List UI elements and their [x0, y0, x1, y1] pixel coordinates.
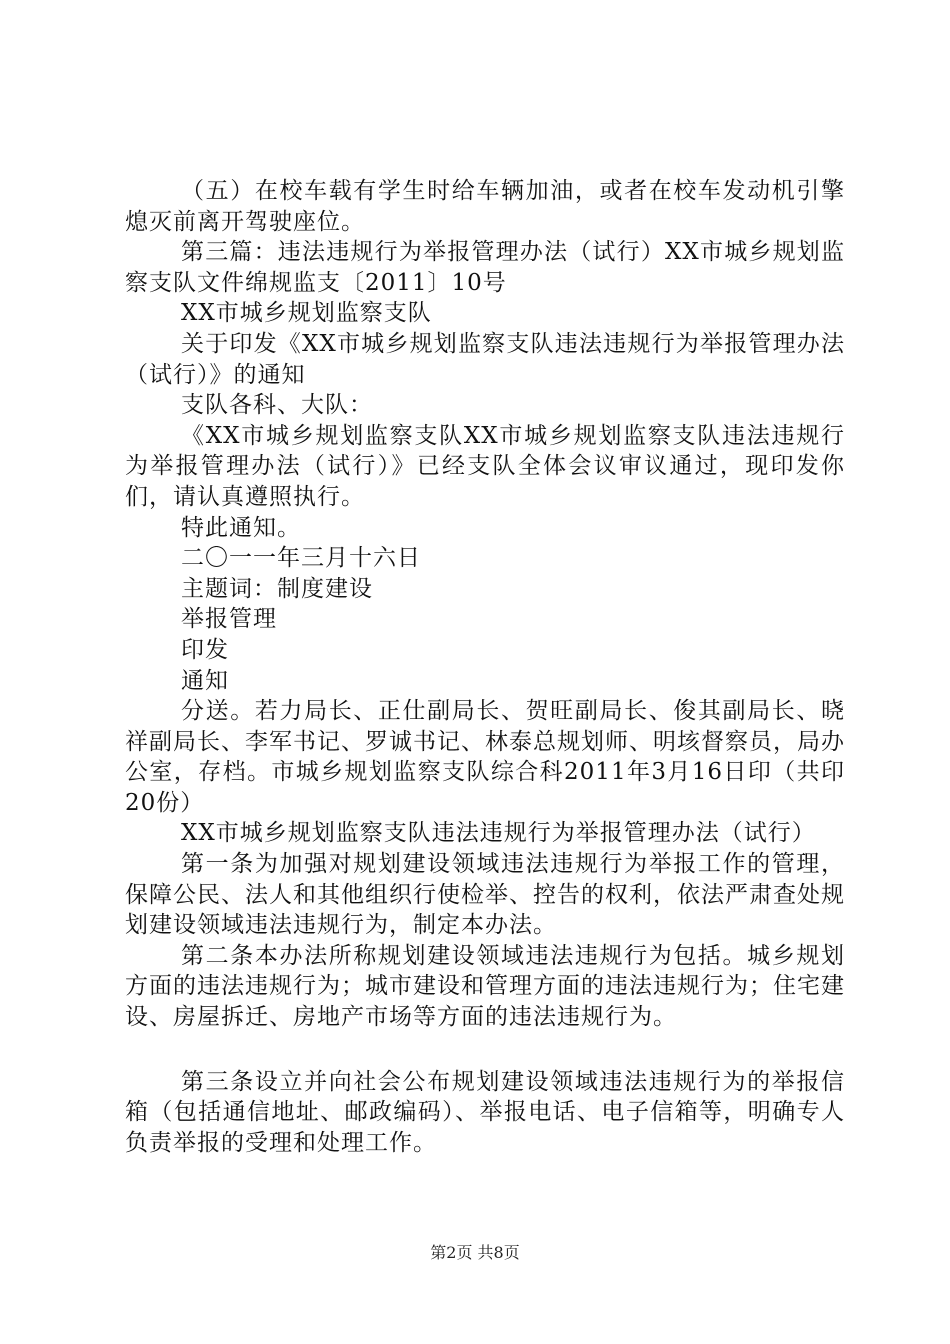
- paragraph-keyword-notice: 通知: [181, 667, 229, 694]
- paragraph-article-three: 第三条设立并向社会公布规划建设领域违法违规行为的举报信箱（包括通信地址、邮政编码）、举报电话、电子信箱等，明确专人负责举报的受理和处理工作。: [125, 1068, 845, 1156]
- paragraph-article-two: 第二条本办法所称规划建设领域违法违规行为包括。城乡规划方面的违法违规行为；城市建设和管理方面的违法违规行为；住宅建设、房屋拆迁、房地产市场等方面的违法违规行为。: [125, 942, 845, 1031]
- document-body: [125, 176, 845, 1158]
- paragraph-article-one: 第一条为加强对规划建设领域违法违规行为举报工作的管理，保障公民、法人和其他组织行使检举、控告的权利，依法严肃查处规划建设领域违法违规行为，制定本办法。: [125, 851, 845, 939]
- paragraph-issuing-unit: XX市城乡规划监察支队: [181, 300, 432, 327]
- paragraph-part-three-title: 第三篇：违法违规行为举报管理办法（试行）XX市城乡规划监察支队文件绵规监支〔2011〕10号: [125, 239, 845, 296]
- paragraph-distribution: 分送。若力局长、正仕副局长、贺旺副局长、俊其副局长、晓祥副局长、李军书记、罗诚书记、林泰总规划师、明垓督察员，局办公室，存档。市城乡规划监察支队综合科2011年3月16日印（共印20份）: [125, 698, 845, 816]
- page-number-footer: 第2页 共8页: [430, 1243, 520, 1262]
- paragraph-addressee: 支队各科、大队：: [181, 392, 373, 419]
- paragraph-measures-title: XX市城乡规划监察支队违法违规行为举报管理办法（试行）: [181, 820, 816, 847]
- paragraph-spacer: [125, 1033, 845, 1067]
- paragraph-notice-body: 《XX市城乡规划监察支队XX市城乡规划监察支队违法违规行为举报管理办法（试行）》已经支队全体会议审议通过，现印发你们，请认真遵照执行。: [125, 422, 845, 510]
- paragraph-keyword-report: 举报管理: [181, 606, 277, 633]
- paragraph-school-bus-clause: （五）在校车载有学生时给车辆加油，或者在校车发动机引擎熄灭前离开驾驶座位。: [125, 178, 845, 235]
- paragraph-closing: 特此通知。: [181, 514, 301, 541]
- paragraph-notice-title: 关于印发《XX市城乡规划监察支队违法违规行为举报管理办法（试行）》的通知: [125, 330, 845, 388]
- paragraph-subject-words: 主题词：制度建设: [181, 575, 373, 602]
- paragraph-date: 二〇一一年三月十六日: [181, 545, 421, 572]
- paragraph-keyword-issue: 印发: [181, 636, 229, 663]
